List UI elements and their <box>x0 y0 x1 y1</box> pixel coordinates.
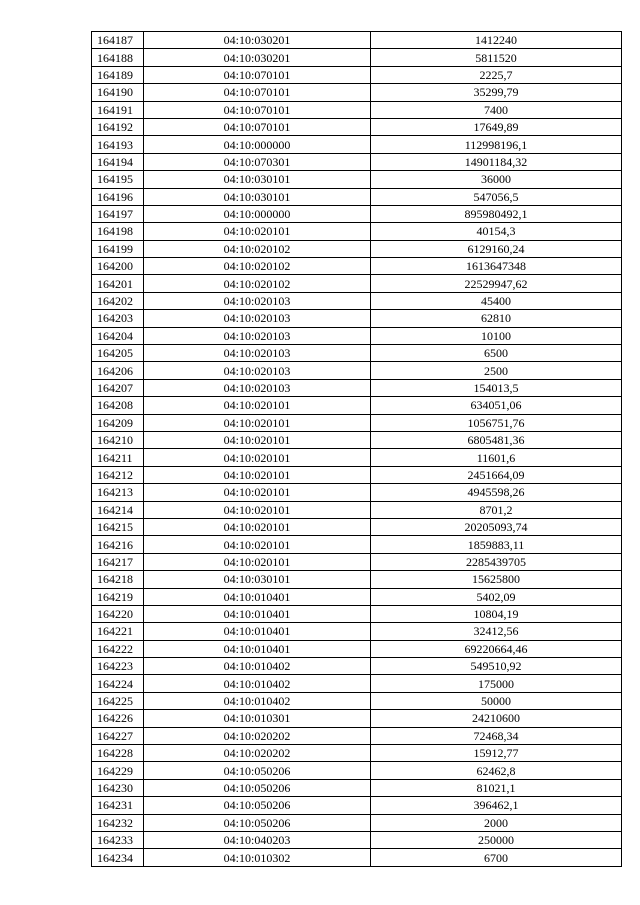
row-id-cell: 164209 <box>92 414 144 431</box>
code-cell: 04:10:010301 <box>144 710 371 727</box>
row-id-cell: 164205 <box>92 345 144 362</box>
table-row <box>92 84 622 101</box>
value-cell: 396462,1 <box>371 797 622 814</box>
code-cell: 04:10:030101 <box>144 571 371 588</box>
table-row <box>92 779 622 796</box>
row-id-cell: 164188 <box>92 49 144 66</box>
row-id-cell: 164212 <box>92 466 144 483</box>
code-cell: 04:10:020103 <box>144 327 371 344</box>
code-cell: 04:10:020103 <box>144 362 371 379</box>
value-cell: 2285439705 <box>371 553 622 570</box>
row-id-cell: 164192 <box>92 118 144 135</box>
table-row <box>92 745 622 762</box>
code-cell: 04:10:010302 <box>144 849 371 866</box>
table-row <box>92 136 622 153</box>
table-row <box>92 762 622 779</box>
value-cell: 22529947,62 <box>371 275 622 292</box>
value-cell: 1859883,11 <box>371 536 622 553</box>
table-row <box>92 849 622 866</box>
code-cell: 04:10:050206 <box>144 779 371 796</box>
value-cell: 15912,77 <box>371 745 622 762</box>
table-row <box>92 431 622 448</box>
code-cell: 04:10:050206 <box>144 797 371 814</box>
value-cell: 6700 <box>371 849 622 866</box>
value-cell: 634051,06 <box>371 397 622 414</box>
table-row <box>92 188 622 205</box>
code-cell: 04:10:050206 <box>144 762 371 779</box>
row-id-cell: 164207 <box>92 379 144 396</box>
value-cell: 10100 <box>371 327 622 344</box>
value-cell: 35299,79 <box>371 84 622 101</box>
code-cell: 04:10:020101 <box>144 431 371 448</box>
table-row <box>92 101 622 118</box>
table-row <box>92 49 622 66</box>
code-cell: 04:10:020101 <box>144 466 371 483</box>
table-row <box>92 466 622 483</box>
code-cell: 04:10:030201 <box>144 32 371 49</box>
value-cell: 69220664,46 <box>371 640 622 657</box>
value-cell: 81021,1 <box>371 779 622 796</box>
table-row <box>92 258 622 275</box>
value-cell: 8701,2 <box>371 501 622 518</box>
row-id-cell: 164201 <box>92 275 144 292</box>
code-cell: 04:10:020102 <box>144 240 371 257</box>
row-id-cell: 164187 <box>92 32 144 49</box>
table-row <box>92 484 622 501</box>
value-cell: 4945598,26 <box>371 484 622 501</box>
code-cell: 04:10:010402 <box>144 658 371 675</box>
table-row <box>92 501 622 518</box>
value-cell: 6129160,24 <box>371 240 622 257</box>
value-cell: 6500 <box>371 345 622 362</box>
row-id-cell: 164217 <box>92 553 144 570</box>
code-cell: 04:10:020101 <box>144 501 371 518</box>
row-id-cell: 164195 <box>92 171 144 188</box>
table-row <box>92 814 622 831</box>
row-id-cell: 164189 <box>92 66 144 83</box>
value-cell: 1056751,76 <box>371 414 622 431</box>
code-cell: 04:10:070101 <box>144 118 371 135</box>
table-body <box>92 32 622 867</box>
code-cell: 04:10:020101 <box>144 397 371 414</box>
code-cell: 04:10:030101 <box>144 171 371 188</box>
row-id-cell: 164223 <box>92 658 144 675</box>
code-cell: 04:10:040203 <box>144 831 371 848</box>
code-cell: 04:10:020101 <box>144 449 371 466</box>
table-row <box>92 223 622 240</box>
value-cell: 17649,89 <box>371 118 622 135</box>
table-row <box>92 240 622 257</box>
code-cell: 04:10:020103 <box>144 345 371 362</box>
row-id-cell: 164204 <box>92 327 144 344</box>
code-cell: 04:10:020202 <box>144 727 371 744</box>
value-cell: 549510,92 <box>371 658 622 675</box>
table-row <box>92 640 622 657</box>
row-id-cell: 164190 <box>92 84 144 101</box>
value-cell: 32412,56 <box>371 623 622 640</box>
code-cell: 04:10:020202 <box>144 745 371 762</box>
value-cell: 62462,8 <box>371 762 622 779</box>
row-id-cell: 164199 <box>92 240 144 257</box>
value-cell: 1412240 <box>371 32 622 49</box>
table-row <box>92 397 622 414</box>
code-cell: 04:10:070101 <box>144 66 371 83</box>
row-id-cell: 164218 <box>92 571 144 588</box>
code-cell: 04:10:050206 <box>144 814 371 831</box>
value-cell: 2451664,09 <box>371 466 622 483</box>
table-row <box>92 153 622 170</box>
row-id-cell: 164215 <box>92 518 144 535</box>
code-cell: 04:10:010402 <box>144 675 371 692</box>
row-id-cell: 164200 <box>92 258 144 275</box>
value-cell: 72468,34 <box>371 727 622 744</box>
table-row <box>92 797 622 814</box>
row-id-cell: 164224 <box>92 675 144 692</box>
row-id-cell: 164208 <box>92 397 144 414</box>
value-cell: 895980492,1 <box>371 205 622 222</box>
table-row <box>92 327 622 344</box>
code-cell: 04:10:020101 <box>144 414 371 431</box>
code-cell: 04:10:070101 <box>144 101 371 118</box>
row-id-cell: 164230 <box>92 779 144 796</box>
code-cell: 04:10:020101 <box>144 553 371 570</box>
table-row <box>92 536 622 553</box>
table-row <box>92 449 622 466</box>
value-cell: 50000 <box>371 692 622 709</box>
code-cell: 04:10:000000 <box>144 205 371 222</box>
value-cell: 2225,7 <box>371 66 622 83</box>
row-id-cell: 164229 <box>92 762 144 779</box>
table-row <box>92 205 622 222</box>
code-cell: 04:10:030201 <box>144 49 371 66</box>
value-cell: 45400 <box>371 292 622 309</box>
value-cell: 24210600 <box>371 710 622 727</box>
row-id-cell: 164198 <box>92 223 144 240</box>
code-cell: 04:10:020103 <box>144 310 371 327</box>
table-row <box>92 571 622 588</box>
row-id-cell: 164191 <box>92 101 144 118</box>
table-row <box>92 675 622 692</box>
row-id-cell: 164216 <box>92 536 144 553</box>
table-row <box>92 345 622 362</box>
value-cell: 14901184,32 <box>371 153 622 170</box>
value-cell: 175000 <box>371 675 622 692</box>
row-id-cell: 164234 <box>92 849 144 866</box>
code-cell: 04:10:010401 <box>144 640 371 657</box>
table-row <box>92 32 622 49</box>
table-row <box>92 518 622 535</box>
data-table <box>91 31 622 867</box>
value-cell: 2500 <box>371 362 622 379</box>
code-cell: 04:10:000000 <box>144 136 371 153</box>
row-id-cell: 164231 <box>92 797 144 814</box>
code-cell: 04:10:030101 <box>144 188 371 205</box>
row-id-cell: 164211 <box>92 449 144 466</box>
row-id-cell: 164196 <box>92 188 144 205</box>
table-row <box>92 658 622 675</box>
code-cell: 04:10:070301 <box>144 153 371 170</box>
code-cell: 04:10:020101 <box>144 223 371 240</box>
value-cell: 20205093,74 <box>371 518 622 535</box>
table-row <box>92 275 622 292</box>
table-row <box>92 710 622 727</box>
value-cell: 5811520 <box>371 49 622 66</box>
value-cell: 1613647348 <box>371 258 622 275</box>
value-cell: 154013,5 <box>371 379 622 396</box>
table-row <box>92 727 622 744</box>
row-id-cell: 164219 <box>92 588 144 605</box>
table-row <box>92 171 622 188</box>
row-id-cell: 164226 <box>92 710 144 727</box>
table-row <box>92 362 622 379</box>
row-id-cell: 164232 <box>92 814 144 831</box>
row-id-cell: 164203 <box>92 310 144 327</box>
value-cell: 7400 <box>371 101 622 118</box>
row-id-cell: 164210 <box>92 431 144 448</box>
value-cell: 2000 <box>371 814 622 831</box>
row-id-cell: 164228 <box>92 745 144 762</box>
code-cell: 04:10:020103 <box>144 292 371 309</box>
code-cell: 04:10:010401 <box>144 605 371 622</box>
code-cell: 04:10:020101 <box>144 518 371 535</box>
table-row <box>92 118 622 135</box>
code-cell: 04:10:010402 <box>144 692 371 709</box>
row-id-cell: 164213 <box>92 484 144 501</box>
value-cell: 11601,6 <box>371 449 622 466</box>
row-id-cell: 164206 <box>92 362 144 379</box>
value-cell: 15625800 <box>371 571 622 588</box>
code-cell: 04:10:070101 <box>144 84 371 101</box>
code-cell: 04:10:020101 <box>144 484 371 501</box>
code-cell: 04:10:010401 <box>144 623 371 640</box>
table-row <box>92 66 622 83</box>
value-cell: 112998196,1 <box>371 136 622 153</box>
row-id-cell: 164227 <box>92 727 144 744</box>
value-cell: 6805481,36 <box>371 431 622 448</box>
row-id-cell: 164197 <box>92 205 144 222</box>
code-cell: 04:10:020101 <box>144 536 371 553</box>
row-id-cell: 164194 <box>92 153 144 170</box>
row-id-cell: 164202 <box>92 292 144 309</box>
row-id-cell: 164193 <box>92 136 144 153</box>
value-cell: 10804,19 <box>371 605 622 622</box>
row-id-cell: 164214 <box>92 501 144 518</box>
table-row <box>92 292 622 309</box>
table-row <box>92 414 622 431</box>
value-cell: 547056,5 <box>371 188 622 205</box>
value-cell: 36000 <box>371 171 622 188</box>
code-cell: 04:10:020103 <box>144 379 371 396</box>
table-row <box>92 588 622 605</box>
code-cell: 04:10:010401 <box>144 588 371 605</box>
row-id-cell: 164233 <box>92 831 144 848</box>
table-row <box>92 553 622 570</box>
value-cell: 250000 <box>371 831 622 848</box>
table-row <box>92 605 622 622</box>
table-row <box>92 310 622 327</box>
code-cell: 04:10:020102 <box>144 275 371 292</box>
row-id-cell: 164221 <box>92 623 144 640</box>
table-row <box>92 379 622 396</box>
table-row <box>92 831 622 848</box>
row-id-cell: 164220 <box>92 605 144 622</box>
table-row <box>92 692 622 709</box>
row-id-cell: 164225 <box>92 692 144 709</box>
value-cell: 62810 <box>371 310 622 327</box>
table-row <box>92 623 622 640</box>
row-id-cell: 164222 <box>92 640 144 657</box>
value-cell: 40154,3 <box>371 223 622 240</box>
value-cell: 5402,09 <box>371 588 622 605</box>
code-cell: 04:10:020102 <box>144 258 371 275</box>
